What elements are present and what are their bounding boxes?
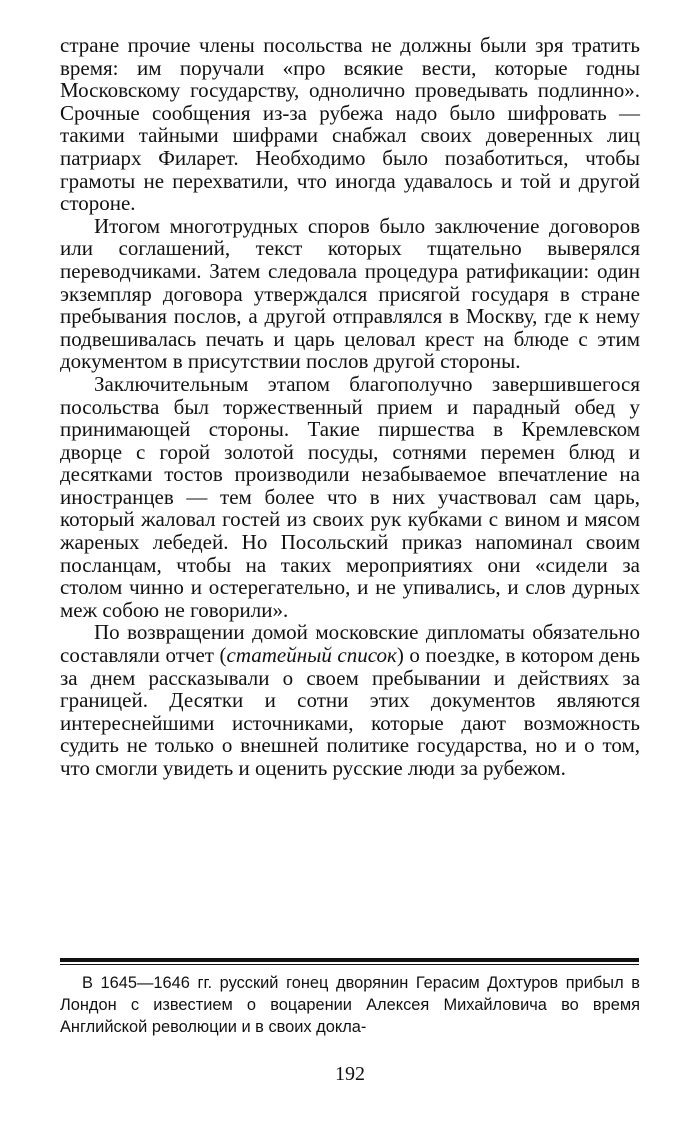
paragraph-4-part-1: По возвращении домой московские дипломаты обязательно составляли отчет ( xyxy=(60,620,640,668)
paragraph-2: Итогом многотрудных споров было заключение договоров или соглашений, текст которых тщательно выверялся переводчиками. Затем следовала процедура ратификации: один экземпляр договора утверждался присягой государя в стране пребывания послов, а другой отправлялся в Москву, где к нему подвешивалась печать и царь целовал крест на блюде с этим документом в присутствии послов другой стороны. xyxy=(60,213,640,374)
paragraph-3: Заключительным этапом благополучно завершившегося посольства был торжественный прием и парадный обед у принимающей стороны. Такие пиршества в Кремлевском дворце с горой золотой посуды, сотнями перемен блюд и десятками тостов производили незабываемое впечатление на иностранцев — тем более что в них участвовал сам царь, который жаловал гостей из своих рук кубками с вином и мясом жареных лебедей. Но Посольский приказ напоминал своим посланцам, чтобы на таких мероприятиях они «сидели за столом чинно и остерегательно, и не упивались, и слов дурных меж собою не говорили». xyxy=(60,371,640,622)
paragraph-1: стране прочие члены посольства не должны были зря тратить время: им поручали «про всякие вести, которые годны Московскому государству, однолично проведывать подлинно». Срочные сообщения из-за рубежа надо было шифровать — такими тайными шифрами снабжал своих доверенных лиц патриарх Филарет. Необходимо было позаботиться, чтобы грамоты не перехватили, что иногда удавалось и той и другой стороне. xyxy=(60,33,640,216)
footnote-rule-thick xyxy=(60,958,639,962)
paragraph-4-italic-term: статейный список xyxy=(226,643,397,668)
footnote-rule-thin xyxy=(60,964,639,965)
footnote-text: В 1645—1646 гг. русский гонец дворянин Герасим Дохтуров прибыл в Лондон с известием о воцарении Алексея Михайловича во время Английской революции и в своих докла- xyxy=(60,974,640,1036)
paragraph-4 xyxy=(60,621,640,779)
page-number: 192 xyxy=(335,1063,365,1085)
main-text xyxy=(60,34,640,780)
paragraph-4-part-2: ) о поездке, в котором день за днем рассказывали о своем пребывании и действиях за границей. Десятки и сотни этих документов являются интереснейшими источниками, которые дают возможность судить не только о внешней политике государства, но и о том, что смогли увидеть и оценить русские люди за рубежом. xyxy=(60,643,640,780)
